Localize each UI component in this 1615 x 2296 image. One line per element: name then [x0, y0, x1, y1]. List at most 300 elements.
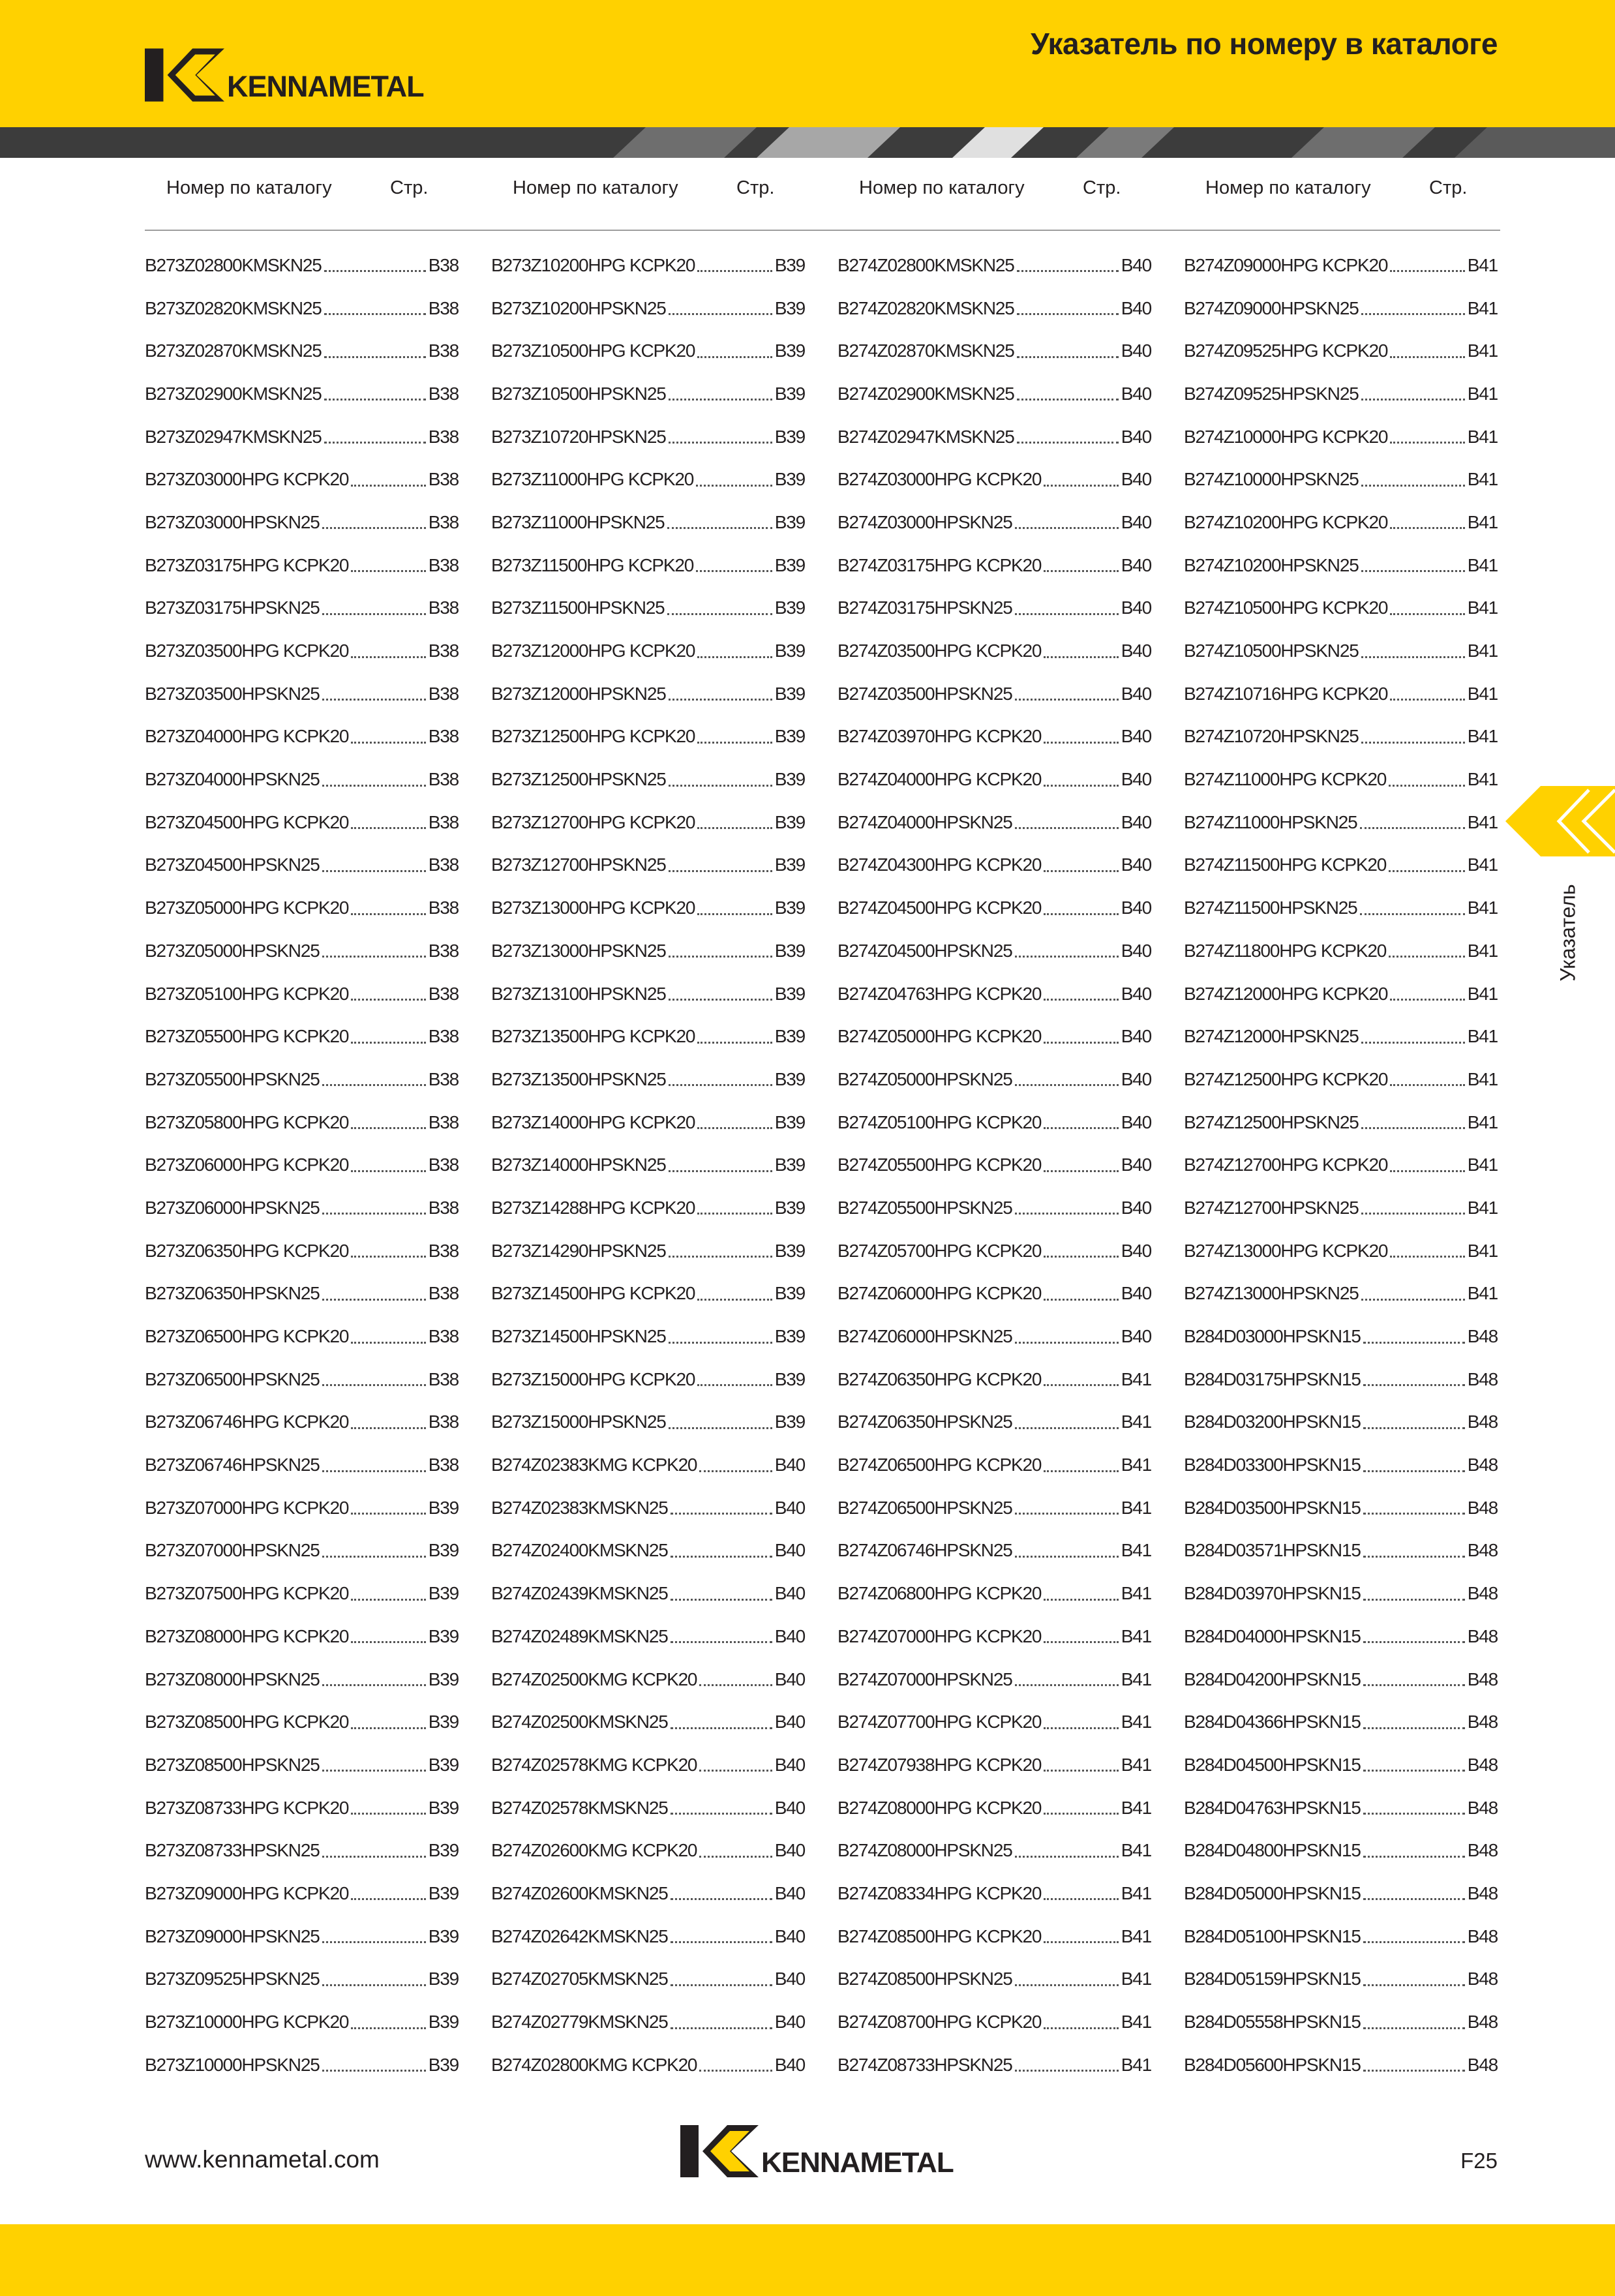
page-reference: B48 [1467, 1882, 1498, 1903]
dot-leader [1044, 2027, 1119, 2029]
index-row [145, 1872, 459, 1915]
page-reference: B38 [428, 940, 459, 961]
catalog-number: B274Z02400KMSKN25 [491, 1540, 668, 1561]
index-row [1184, 1787, 1498, 1830]
page-reference: B41 [1467, 940, 1498, 961]
catalog-number: B273Z09000HPG KCPK20 [145, 1882, 349, 1903]
page-reference: B38 [428, 1026, 459, 1047]
page-reference: B41 [1121, 1497, 1151, 1518]
page-reference: B40 [1121, 511, 1151, 532]
catalog-number: B273Z08500HPSKN25 [145, 1754, 320, 1775]
catalog-number: B273Z14500HPSKN25 [491, 1326, 666, 1347]
page-reference: B39 [774, 641, 805, 661]
page-reference: B40 [1121, 426, 1151, 447]
header-stripe [0, 127, 1615, 158]
catalog-number: B273Z06000HPSKN25 [145, 1197, 320, 1218]
index-row [145, 1829, 459, 1872]
index-row [145, 244, 459, 287]
index-row [145, 329, 459, 372]
page-reference: B40 [774, 1625, 805, 1646]
index-row [145, 1958, 459, 2001]
dot-leader [1017, 399, 1119, 400]
catalog-number: B274Z11000HPG KCPK20 [1184, 769, 1387, 790]
page-reference: B40 [1121, 254, 1151, 275]
dot-leader [351, 742, 426, 744]
dot-leader [1363, 1898, 1465, 1900]
index-row [1184, 886, 1498, 929]
footer-url[interactable]: www.kennametal.com [145, 2146, 380, 2173]
dot-leader [1390, 527, 1465, 529]
catalog-number: B274Z10720HPSKN25 [1184, 726, 1359, 747]
index-row [145, 1615, 459, 1658]
dot-leader [669, 956, 772, 958]
index-row [145, 1358, 459, 1401]
catalog-number: B274Z07000HPG KCPK20 [838, 1625, 1042, 1646]
catalog-number: B274Z12500HPG KCPK20 [1184, 1068, 1388, 1089]
dot-leader [1390, 613, 1465, 615]
dot-leader [1015, 1084, 1119, 1086]
index-row [1184, 1658, 1498, 1701]
index-row [1184, 801, 1498, 844]
index-row [491, 716, 805, 759]
page-reference: B38 [428, 1197, 459, 1218]
catalog-number: B274Z02578KMG KCPK20 [491, 1754, 697, 1775]
catalog-number: B274Z03000HPSKN25 [838, 511, 1012, 532]
page-reference: B41 [1121, 1840, 1151, 1861]
dot-leader [697, 827, 772, 829]
page-reference: B38 [428, 511, 459, 532]
page-reference: B39 [774, 811, 805, 832]
col-header-catalog: Номер по каталогу [1205, 177, 1371, 198]
page-reference: B41 [1467, 1026, 1498, 1047]
index-row [838, 1958, 1151, 2001]
dot-leader [1361, 742, 1465, 744]
dot-leader [669, 1256, 772, 1258]
dot-leader [1361, 1127, 1465, 1129]
dot-leader [1044, 1770, 1119, 1772]
kennametal-logo [145, 48, 424, 102]
page-reference: B41 [1121, 1882, 1151, 1903]
index-row [1184, 929, 1498, 973]
index-row [1184, 1615, 1498, 1658]
index-row [838, 1787, 1151, 1830]
index-row [145, 287, 459, 330]
page-reference: B38 [428, 769, 459, 790]
dot-leader [1361, 656, 1465, 658]
dot-leader [324, 399, 426, 400]
catalog-number: B273Z12500HPSKN25 [491, 769, 666, 790]
catalog-number: B273Z04000HPG KCPK20 [145, 726, 349, 747]
catalog-number: B274Z13000HPSKN25 [1184, 1283, 1359, 1304]
index-row [491, 886, 805, 929]
dot-leader [697, 1213, 772, 1215]
dot-leader [351, 1727, 426, 1729]
catalog-number: B273Z05800HPG KCPK20 [145, 1111, 349, 1132]
page-reference: B41 [1121, 1669, 1151, 1689]
page-reference: B48 [1467, 1754, 1498, 1775]
dot-leader [351, 1342, 426, 1344]
catalog-number: B284D03571HPSKN15 [1184, 1540, 1361, 1561]
index-row [1184, 372, 1498, 415]
dot-leader [322, 1941, 426, 1943]
dot-leader [1044, 1641, 1119, 1643]
index-row [838, 716, 1151, 759]
dot-leader [1044, 1599, 1119, 1601]
index-row [1184, 587, 1498, 630]
page-reference: B38 [428, 1240, 459, 1261]
page-reference: B38 [428, 641, 459, 661]
dot-leader [1363, 1470, 1465, 1472]
catalog-number: B273Z02800KMSKN25 [145, 254, 322, 275]
index-row [491, 287, 805, 330]
page-reference: B41 [1467, 597, 1498, 618]
index-row [838, 1186, 1151, 1230]
catalog-number: B273Z08733HPG KCPK20 [145, 1797, 349, 1818]
index-row [1184, 501, 1498, 544]
page-reference: B39 [428, 1969, 459, 1989]
catalog-number: B284D04500HPSKN15 [1184, 1754, 1361, 1775]
col-header-page: Стр. [736, 177, 775, 198]
catalog-number: B273Z02870KMSKN25 [145, 340, 322, 361]
dot-leader [322, 1684, 426, 1686]
dot-leader [1389, 785, 1465, 787]
dot-leader [322, 870, 426, 872]
dot-leader [1389, 956, 1465, 958]
page-reference: B39 [428, 1754, 459, 1775]
page-reference: B41 [1467, 340, 1498, 361]
catalog-number: B274Z04763HPG KCPK20 [838, 983, 1042, 1004]
page-reference: B39 [774, 769, 805, 790]
dot-leader [322, 956, 426, 958]
catalog-number: B274Z06500HPG KCPK20 [838, 1455, 1042, 1475]
dot-leader [699, 1684, 772, 1686]
page-reference: B38 [428, 1368, 459, 1389]
catalog-number: B273Z11500HPSKN25 [491, 597, 665, 618]
side-tab-label: Указатель [1556, 884, 1580, 982]
page-reference: B41 [1121, 1969, 1151, 1989]
index-row [491, 1700, 805, 1744]
page-reference: B38 [428, 254, 459, 275]
page-reference: B48 [1467, 2054, 1498, 2075]
dot-leader [1363, 1513, 1465, 1515]
dot-leader [697, 270, 772, 272]
index-row [1184, 973, 1498, 1016]
dot-leader [1015, 827, 1119, 829]
index-row [145, 672, 459, 716]
page-reference: B39 [774, 1197, 805, 1218]
index-row [838, 1530, 1151, 1573]
page-reference: B40 [1121, 469, 1151, 490]
index-row [1184, 544, 1498, 587]
index-row [145, 501, 459, 544]
dot-leader [1044, 913, 1119, 915]
index-row [838, 672, 1151, 716]
catalog-number: B274Z02800KMSKN25 [838, 254, 1014, 275]
index-row [491, 1015, 805, 1058]
catalog-number: B273Z13000HPG KCPK20 [491, 898, 695, 918]
catalog-number: B274Z02779KMSKN25 [491, 2012, 668, 2032]
dot-leader [1015, 2070, 1119, 2072]
index-row [838, 844, 1151, 887]
index-row [491, 1143, 805, 1186]
dot-leader [699, 1856, 772, 1858]
page-reference: B40 [774, 1840, 805, 1861]
dot-leader [351, 1427, 426, 1429]
catalog-number: B274Z03500HPSKN25 [838, 683, 1012, 704]
index-row [1184, 458, 1498, 501]
catalog-number: B274Z02947KMSKN25 [838, 426, 1014, 447]
index-row [838, 1615, 1151, 1658]
col-header-catalog: Номер по каталогу [859, 177, 1025, 198]
catalog-number: B273Z10200HPG KCPK20 [491, 254, 695, 275]
page-reference: B39 [428, 1625, 459, 1646]
page-reference: B41 [1467, 726, 1498, 747]
page-reference: B48 [1467, 2012, 1498, 2032]
catalog-number: B273Z12700HPSKN25 [491, 854, 666, 875]
index-row [838, 886, 1151, 929]
index-row [838, 1101, 1151, 1144]
index-row [145, 1230, 459, 1273]
dot-leader [1361, 570, 1465, 572]
catalog-number: B273Z07500HPG KCPK20 [145, 1583, 349, 1604]
page-reference: B39 [774, 597, 805, 618]
page-reference: B41 [1121, 1368, 1151, 1389]
page-reference: B39 [428, 1926, 459, 1946]
index-row [1184, 1487, 1498, 1530]
page-reference: B38 [428, 297, 459, 318]
index-row [491, 1230, 805, 1273]
catalog-number: B274Z12500HPSKN25 [1184, 1111, 1359, 1132]
index-row [145, 1101, 459, 1144]
dot-leader [1015, 1427, 1119, 1429]
index-row [838, 1658, 1151, 1701]
page-reference: B39 [428, 1840, 459, 1861]
dot-leader [669, 699, 772, 701]
catalog-number: B274Z02820KMSKN25 [838, 297, 1014, 318]
dot-leader [322, 1470, 426, 1472]
index-row [145, 1530, 459, 1573]
dot-leader [669, 785, 772, 787]
index-row [1184, 1443, 1498, 1487]
dot-leader [697, 1384, 772, 1386]
index-row [491, 544, 805, 587]
dot-leader [1363, 1427, 1465, 1429]
page-reference: B40 [1121, 297, 1151, 318]
page-reference: B39 [774, 1368, 805, 1389]
catalog-number: B273Z04500HPSKN25 [145, 854, 320, 875]
dot-leader [1390, 270, 1465, 272]
index-row [491, 1101, 805, 1144]
page-reference: B40 [774, 2054, 805, 2075]
index-row [838, 1358, 1151, 1401]
page-reference: B39 [774, 383, 805, 404]
dot-leader [671, 1941, 772, 1943]
dot-leader [1044, 1898, 1119, 1900]
index-row [1184, 415, 1498, 459]
index-row [838, 1443, 1151, 1487]
page-reference: B38 [428, 340, 459, 361]
catalog-number: B273Z12000HPG KCPK20 [491, 641, 695, 661]
index-row [491, 587, 805, 630]
catalog-number: B274Z02900KMSKN25 [838, 383, 1014, 404]
page-reference: B41 [1467, 1197, 1498, 1218]
page-reference: B48 [1467, 1326, 1498, 1347]
index-row [145, 1744, 459, 1787]
dot-leader [1017, 313, 1119, 315]
dot-leader [322, 527, 426, 529]
catalog-number: B284D05159HPSKN15 [1184, 1969, 1361, 1989]
catalog-number: B274Z08334HPG KCPK20 [838, 1882, 1042, 1903]
index-row [1184, 844, 1498, 887]
page-reference: B40 [1121, 1326, 1151, 1347]
dot-leader [1017, 270, 1119, 272]
dot-leader [1015, 956, 1119, 958]
page-reference: B39 [774, 340, 805, 361]
dot-leader [351, 1641, 426, 1643]
dot-leader [322, 1770, 426, 1772]
index-row [145, 1915, 459, 1958]
index-row [1184, 758, 1498, 801]
page-reference: B38 [428, 1326, 459, 1347]
catalog-number: B273Z03175HPG KCPK20 [145, 554, 349, 575]
index-row [491, 1658, 805, 1701]
index-row [145, 1401, 459, 1444]
page-reference: B38 [428, 469, 459, 490]
page-reference: B41 [1121, 1926, 1151, 1946]
page-reference: B39 [774, 426, 805, 447]
catalog-number: B274Z08500HPSKN25 [838, 1969, 1012, 1989]
catalog-number: B274Z03175HPSKN25 [838, 597, 1012, 618]
catalog-number: B273Z14000HPSKN25 [491, 1155, 666, 1175]
dot-leader [1390, 999, 1465, 1001]
catalog-number: B284D04763HPSKN15 [1184, 1797, 1361, 1818]
index-row [838, 758, 1151, 801]
dot-leader [1363, 1856, 1465, 1858]
dot-leader [1361, 1213, 1465, 1215]
dot-leader [1390, 1256, 1465, 1258]
dot-leader [322, 1084, 426, 1086]
dot-leader [671, 1556, 772, 1558]
page-reference: B48 [1467, 1583, 1498, 1604]
index-row [1184, 1015, 1498, 1058]
page-reference: B40 [1121, 597, 1151, 618]
index-row [1184, 1186, 1498, 1230]
dot-leader [1044, 1256, 1119, 1258]
page-reference: B40 [774, 1882, 805, 1903]
index-row [491, 1872, 805, 1915]
page-reference: B38 [428, 898, 459, 918]
dot-leader [351, 913, 426, 915]
dot-leader [1363, 1641, 1465, 1643]
index-row [838, 1015, 1151, 1058]
index-row [491, 758, 805, 801]
catalog-number: B273Z14290HPSKN25 [491, 1240, 666, 1261]
dot-leader [669, 399, 772, 400]
dot-leader [669, 313, 772, 315]
dot-leader [1363, 1984, 1465, 1986]
catalog-number: B273Z03500HPSKN25 [145, 683, 320, 704]
index-row [1184, 716, 1498, 759]
catalog-number: B274Z06000HPG KCPK20 [838, 1283, 1042, 1304]
page-reference: B41 [1121, 1754, 1151, 1775]
dot-leader [322, 1556, 426, 1558]
catalog-number: B274Z04500HPG KCPK20 [838, 898, 1042, 918]
catalog-number: B273Z06000HPG KCPK20 [145, 1155, 349, 1175]
index-row [145, 758, 459, 801]
catalog-number: B284D04200HPSKN15 [1184, 1669, 1361, 1689]
catalog-number: B274Z11000HPSKN25 [1184, 811, 1357, 832]
catalog-number: B273Z08000HPSKN25 [145, 1669, 320, 1689]
catalog-number: B273Z03500HPG KCPK20 [145, 641, 349, 661]
catalog-number: B273Z13500HPG KCPK20 [491, 1026, 695, 1047]
page-reference: B39 [428, 1669, 459, 1689]
page-reference: B40 [774, 1969, 805, 1989]
index-row [838, 629, 1151, 672]
catalog-number: B274Z06000HPSKN25 [838, 1326, 1012, 1347]
catalog-number: B273Z10200HPSKN25 [491, 297, 666, 318]
dot-leader [667, 613, 772, 615]
page-reference: B40 [1121, 1111, 1151, 1132]
page-reference: B40 [1121, 1026, 1151, 1047]
page-reference: B48 [1467, 1926, 1498, 1946]
index-row [491, 1615, 805, 1658]
page-reference: B41 [1467, 254, 1498, 275]
catalog-number: B273Z08733HPSKN25 [145, 1840, 320, 1861]
page-reference: B41 [1121, 1583, 1151, 1604]
dot-leader [351, 1127, 426, 1129]
index-row [838, 587, 1151, 630]
index-row [491, 501, 805, 544]
dot-leader [351, 1813, 426, 1815]
index-row [491, 973, 805, 1016]
dot-leader [351, 827, 426, 829]
catalog-number: B274Z08733HPSKN25 [838, 2054, 1012, 2075]
catalog-number: B273Z06350HPG KCPK20 [145, 1240, 349, 1261]
catalog-number: B273Z02900KMSKN25 [145, 383, 322, 404]
index-row [491, 801, 805, 844]
dot-leader [1363, 1342, 1465, 1344]
catalog-number: B273Z05500HPG KCPK20 [145, 1026, 349, 1047]
page-reference: B38 [428, 1155, 459, 1175]
dot-leader [1360, 913, 1465, 915]
index-row [838, 973, 1151, 1016]
catalog-number: B273Z14288HPG KCPK20 [491, 1197, 695, 1218]
catalog-number: B274Z02642KMSKN25 [491, 1926, 668, 1946]
catalog-number: B274Z04500HPSKN25 [838, 940, 1012, 961]
index-row [145, 415, 459, 459]
page-reference: B48 [1467, 1540, 1498, 1561]
index-row [838, 929, 1151, 973]
catalog-number: B274Z08000HPG KCPK20 [838, 1797, 1042, 1818]
index-row [145, 372, 459, 415]
page-reference: B38 [428, 1111, 459, 1132]
dot-leader [1015, 1984, 1119, 1986]
page-reference: B40 [774, 1754, 805, 1775]
catalog-number: B274Z10200HPSKN25 [1184, 554, 1359, 575]
dot-leader [671, 1641, 772, 1643]
page-reference: B40 [1121, 1240, 1151, 1261]
dot-leader [351, 2027, 426, 2029]
page-reference: B39 [428, 1540, 459, 1561]
index-row [491, 1787, 805, 1830]
page-number: F25 [1460, 2149, 1498, 2173]
catalog-number: B274Z08700HPG KCPK20 [838, 2012, 1042, 2032]
page-reference: B38 [428, 1412, 459, 1432]
col-header-page: Стр. [1083, 177, 1121, 198]
dot-leader [1044, 1813, 1119, 1815]
dot-leader [1363, 1556, 1465, 1558]
index-row [491, 672, 805, 716]
